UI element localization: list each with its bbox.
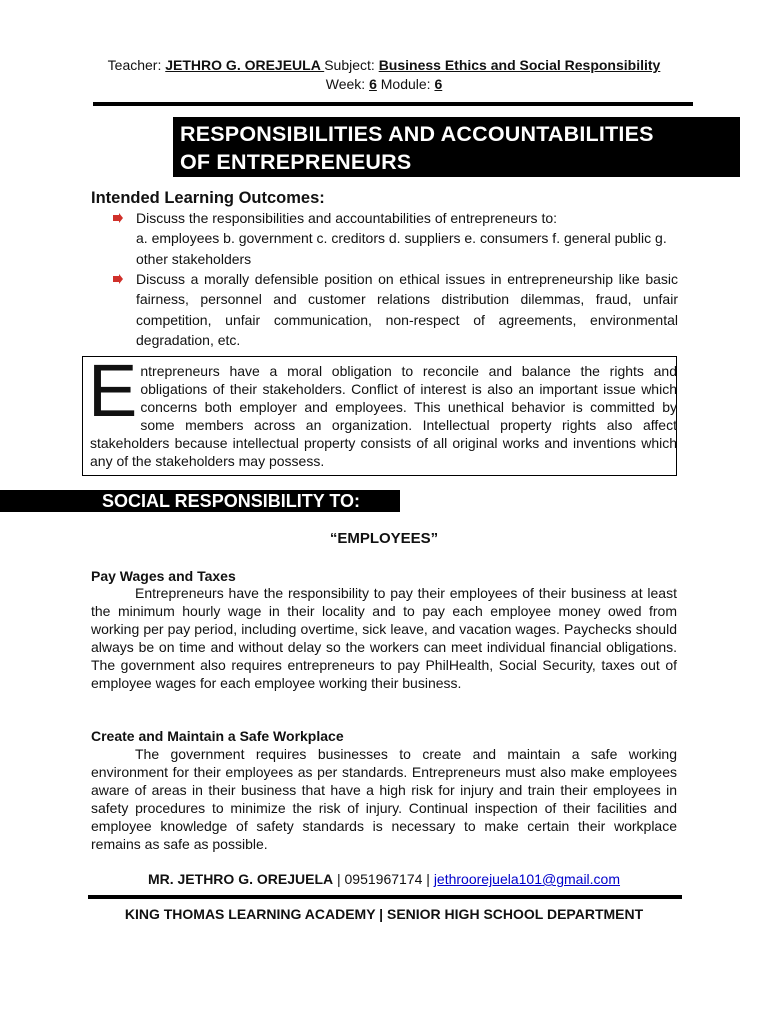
outcome-text: Discuss the responsibilities and accountabilities of entrepreneurs to: [136,210,558,226]
outcomes-heading: Intended Learning Outcomes: [91,189,325,207]
module-number: 6 [434,76,443,92]
section-heading-safety: Create and Maintain a Safe Workplace [91,728,344,744]
footer-signature [0,871,768,887]
social-responsibility-banner: SOCIAL RESPONSIBILITY TO: [0,490,400,512]
teacher-name: JETHRO G. OREJEULA [165,57,325,73]
outcome-text: Discuss a morally defensible position on ethical issues in entrepreneurship like basic fairness, personnel and customer relations distribution dilemmas, fraud, unfair competition, unfair communication, non-respect of agreements, environmental degradation, etc. [136,271,678,348]
teacher-label: Teacher: [107,57,166,73]
section-text-wages: Entrepreneurs have the responsibility to pay their employees of their business at least the minimum hourly wage in their locality and to pay each employee money owed from working per pay period, including overtime, sick leave, and vacation wages. Paychecks should always be on time and without delay so the workers can meet individual financial obligations. The government also requires entrepreneurs to pay PhilHealth, Social Security, taxes out of employee wages for each employee working their business. [91,585,677,691]
module-header-line2 [0,76,768,92]
footer-teacher-name: MR. JETHRO G. OREJUELA [147,871,334,887]
footer-rule [88,895,682,899]
module-label: Module: [376,76,435,92]
intro-text: ntrepreneurs have a moral obligation to reconcile and balance the rights and obligations of their stakeholders. Conflict of interest is also an important issue which concerns both employer and employees. This unethical behavior is committed by some members across an organization. Intellectual property rights also affect stakeholders because intellectual property consists of all original works and inventions which any of the stakeholders may possess. [90,363,677,469]
title-line-1: RESPONSIBILITIES AND ACCOUNTABILITIES [180,122,654,146]
bullet-arrow-icon [113,274,123,284]
outcome-subtext: a. employees b. government c. creditors d. suppliers e. consumers f. general public g. other stakeholders [136,230,667,267]
title-line-2: OF ENTREPRENEURS [180,150,412,174]
footer-email-link[interactable]: jethroorejuela101@gmail.com [433,871,621,887]
section-text-safety: The government requires businesses to create and maintain a safe working environment for their employees as per standards. Entrepreneurs must also make employees aware of areas in their business that have a high risk for injury and train their employees in safety procedures to minimize the risk of injury. Continual inspection of their facilities and employee knowledge of safety standards is necessary to make certain their workplace remains as safe as possible. [91,746,677,852]
week-label: Week: [325,76,370,92]
header-rule [93,102,693,106]
intro-paragraph [88,349,677,470]
page-title [173,117,740,177]
section-heading-wages: Pay Wages and Taxes [91,568,236,584]
subject-name: Business Ethics and Social Responsibility [378,57,661,73]
footer-phone: | 0951967174 | [333,871,434,887]
employees-heading: “EMPLOYEES” [329,530,439,547]
bullet-arrow-icon [113,213,123,223]
drop-cap: E [88,349,138,432]
outcome-item-1 [113,208,678,269]
subject-label: Subject: [324,57,379,73]
outcome-item-2 [113,269,678,350]
footer-school: KING THOMAS LEARNING ACADEMY | SENIOR HIGH SCHOOL DEPARTMENT [124,906,644,922]
week-number: 6 [369,76,377,92]
module-header-line1 [0,57,768,73]
